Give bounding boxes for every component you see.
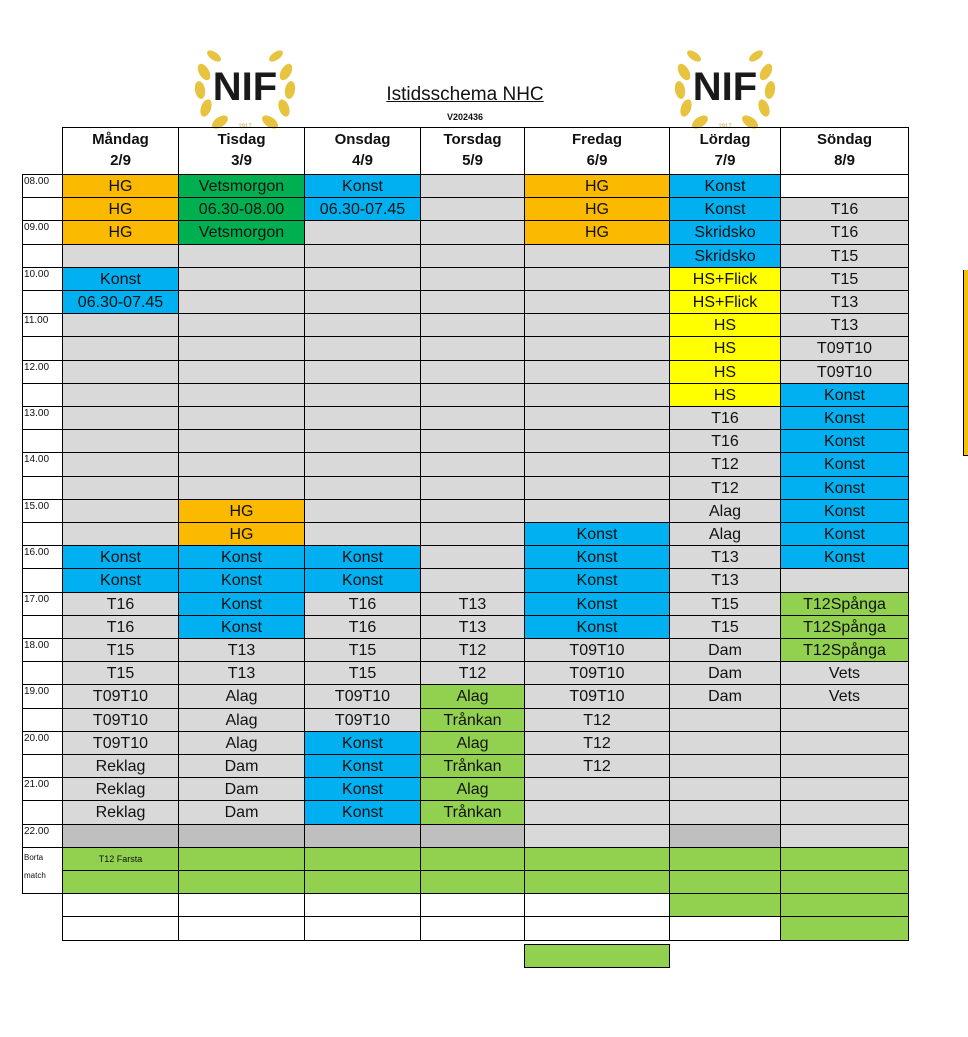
schedule-cell	[524, 916, 670, 940]
schedule-cell	[178, 824, 305, 848]
time-label	[22, 383, 63, 407]
time-label	[22, 754, 63, 778]
schedule-cell: Konst	[304, 754, 421, 778]
schedule-cell	[669, 916, 781, 940]
schedule-cell	[178, 336, 305, 360]
schedule-cell: Skridsko	[669, 244, 781, 268]
schedule-cell	[62, 916, 179, 940]
schedule-cell: HG	[524, 220, 670, 244]
schedule-cell: Vetsmorgon	[178, 174, 305, 198]
schedule-cell: Konst	[178, 568, 305, 592]
schedule-cell	[304, 522, 421, 546]
schedule-cell	[62, 476, 179, 500]
schedule-cell: Konst	[780, 545, 909, 569]
schedule-cell	[304, 267, 421, 291]
schedule-cell: Alag	[420, 684, 525, 708]
schedule-cell	[780, 174, 909, 198]
schedule-cell	[524, 452, 670, 476]
schedule-cell	[304, 383, 421, 407]
schedule-cell: T15	[669, 592, 781, 616]
schedule-cell	[669, 731, 781, 755]
schedule-cell: Konst	[304, 800, 421, 824]
schedule-cell	[524, 244, 670, 268]
schedule-cell: Konst	[304, 545, 421, 569]
schedule-cell	[178, 870, 305, 894]
schedule-cell	[304, 313, 421, 337]
schedule-cell	[669, 754, 781, 778]
schedule-cell	[304, 220, 421, 244]
schedule-cell: T13	[780, 290, 909, 314]
schedule-cell	[420, 290, 525, 314]
day-header-0: Måndag	[62, 127, 179, 151]
schedule-cell: T16	[304, 615, 421, 639]
schedule-cell: Konst	[304, 174, 421, 198]
schedule-cell	[304, 360, 421, 384]
date-header-3: 5/9	[420, 150, 525, 175]
schedule-cell	[420, 244, 525, 268]
schedule-cell	[304, 499, 421, 523]
schedule-cell: Alag	[669, 522, 781, 546]
schedule-cell	[178, 916, 305, 940]
schedule-cell: T16	[62, 615, 179, 639]
svg-text:1917: 1917	[238, 124, 252, 130]
schedule-cell: Konst	[304, 568, 421, 592]
schedule-cell: T16	[304, 592, 421, 616]
schedule-cell: Trånkan	[420, 708, 525, 732]
schedule-cell: T09T10	[524, 661, 670, 685]
page-title: Istidsschema NHC	[386, 84, 544, 105]
schedule-cell: Trånkan	[420, 754, 525, 778]
date-header-6: 8/9	[780, 150, 909, 175]
schedule-cell: Konst	[304, 777, 421, 801]
time-label: 15.00	[22, 499, 63, 523]
schedule-cell	[62, 429, 179, 453]
schedule-cell	[178, 267, 305, 291]
day-header-3: Torsdag	[420, 127, 525, 151]
time-label	[22, 197, 63, 221]
schedule-cell: Konst	[780, 499, 909, 523]
schedule-cell	[420, 406, 525, 430]
date-header-0: 2/9	[62, 150, 179, 175]
time-label: 14.00	[22, 452, 63, 476]
schedule-cell	[62, 313, 179, 337]
schedule-cell: 06.30-08.00	[178, 197, 305, 221]
schedule-cell	[62, 452, 179, 476]
schedule-cell: T09T10	[524, 684, 670, 708]
schedule-cell: Konst	[524, 522, 670, 546]
schedule-cell	[178, 290, 305, 314]
schedule-cell: T13	[178, 661, 305, 685]
schedule-cell: T12	[420, 661, 525, 685]
schedule-cell	[669, 777, 781, 801]
schedule-cell: Konst	[524, 568, 670, 592]
schedule-cell: Konst	[669, 197, 781, 221]
schedule-cell: T09T10	[304, 684, 421, 708]
borta-label-2: match	[24, 870, 46, 880]
schedule-cell: T12	[524, 708, 670, 732]
time-label: 16.00	[22, 545, 63, 569]
schedule-cell	[780, 893, 909, 917]
schedule-cell	[420, 360, 525, 384]
schedule-cell	[178, 452, 305, 476]
time-label	[22, 476, 63, 500]
time-label	[22, 708, 63, 732]
schedule-cell: T12 Farsta	[62, 847, 179, 871]
schedule-cell	[420, 499, 525, 523]
time-label: 17.00	[22, 592, 63, 616]
schedule-cell: T12	[669, 476, 781, 500]
svg-text:1917: 1917	[718, 124, 732, 130]
logo-text: NIF	[212, 65, 278, 109]
schedule-cell	[304, 916, 421, 940]
schedule-cell	[420, 568, 525, 592]
schedule-cell: Konst	[62, 545, 179, 569]
schedule-cell	[304, 824, 421, 848]
schedule-cell: T16	[669, 429, 781, 453]
schedule-cell: Alag	[178, 684, 305, 708]
schedule-cell	[780, 824, 909, 848]
schedule-cell: T09T10	[780, 336, 909, 360]
nif-logo-left	[190, 42, 300, 132]
schedule-cell	[524, 944, 670, 968]
schedule-cell	[780, 754, 909, 778]
schedule-cell	[304, 452, 421, 476]
schedule-cell: T13	[420, 615, 525, 639]
schedule-cell	[524, 406, 670, 430]
schedule-cell: Vets	[780, 684, 909, 708]
schedule-cell	[62, 383, 179, 407]
schedule-cell: T09T10	[62, 708, 179, 732]
time-label: 10.00	[22, 267, 63, 291]
schedule-cell: Konst	[524, 545, 670, 569]
schedule-cell	[304, 244, 421, 268]
schedule-cell: T09T10	[304, 708, 421, 732]
schedule-cell	[62, 893, 179, 917]
schedule-cell: T16	[780, 197, 909, 221]
schedule-cell: T13	[669, 568, 781, 592]
schedule-cell	[524, 267, 670, 291]
schedule-cell	[524, 777, 670, 801]
schedule-cell	[420, 174, 525, 198]
time-label	[22, 429, 63, 453]
schedule-cell: T16	[669, 406, 781, 430]
schedule-cell: Reklag	[62, 777, 179, 801]
schedule-cell	[420, 476, 525, 500]
schedule-cell: Konst	[62, 568, 179, 592]
schedule-cell: T15	[669, 615, 781, 639]
schedule-cell: Konst	[524, 615, 670, 639]
schedule-cell	[62, 824, 179, 848]
time-label: 13.00	[22, 406, 63, 430]
schedule-cell: Alag	[420, 731, 525, 755]
date-header-1: 3/9	[178, 150, 305, 175]
time-label: 12.00	[22, 360, 63, 384]
schedule-cell	[178, 847, 305, 871]
schedule-cell: HG	[62, 174, 179, 198]
schedule-cell: T09T10	[62, 684, 179, 708]
schedule-cell	[178, 313, 305, 337]
schedule-cell	[178, 383, 305, 407]
nif-logo-right	[670, 42, 780, 132]
time-label	[22, 800, 63, 824]
schedule-cell	[669, 708, 781, 732]
schedule-cell: T15	[62, 638, 179, 662]
borta-label-1: Borta	[24, 852, 44, 862]
schedule-cell	[420, 893, 525, 917]
schedule-cell	[524, 499, 670, 523]
schedule-cell	[669, 800, 781, 824]
schedule-cell: T13	[420, 592, 525, 616]
schedule-cell	[669, 893, 781, 917]
time-label	[22, 615, 63, 639]
schedule-cell	[780, 777, 909, 801]
schedule-cell	[178, 429, 305, 453]
schedule-cell: HG	[62, 197, 179, 221]
side-fragment	[963, 270, 968, 456]
schedule-cell	[420, 336, 525, 360]
time-label: 19.00	[22, 684, 63, 708]
schedule-cell: Konst	[524, 592, 670, 616]
schedule-cell: Konst	[780, 429, 909, 453]
schedule-cell: HS	[669, 313, 781, 337]
schedule-cell	[62, 244, 179, 268]
schedule-cell	[524, 360, 670, 384]
schedule-cell: Alag	[420, 777, 525, 801]
schedule-cell: T12Spånga	[780, 592, 909, 616]
schedule-cell: HS	[669, 383, 781, 407]
schedule-cell	[420, 197, 525, 221]
schedule-cell	[62, 336, 179, 360]
schedule-cell: 06.30-07.45	[304, 197, 421, 221]
schedule-cell: T15	[780, 244, 909, 268]
schedule-cell: T13	[780, 313, 909, 337]
time-label	[22, 336, 63, 360]
date-header-5: 7/9	[669, 150, 781, 175]
schedule-cell: T15	[304, 638, 421, 662]
schedule-cell: Konst	[178, 592, 305, 616]
schedule-cell	[524, 847, 670, 871]
schedule-cell: T12	[420, 638, 525, 662]
schedule-cell	[524, 290, 670, 314]
schedule-cell	[420, 545, 525, 569]
schedule-cell	[178, 244, 305, 268]
schedule-cell	[304, 476, 421, 500]
schedule-cell: T12	[524, 731, 670, 755]
schedule-cell: T12Spånga	[780, 638, 909, 662]
schedule-cell	[420, 220, 525, 244]
schedule-cell	[420, 267, 525, 291]
schedule-cell: Dam	[669, 661, 781, 685]
schedule-cell: Vetsmorgon	[178, 220, 305, 244]
week-code: V202436	[446, 112, 484, 122]
schedule-cell	[780, 800, 909, 824]
schedule-cell: HS	[669, 336, 781, 360]
day-header-4: Fredag	[524, 127, 670, 151]
schedule-cell	[524, 824, 670, 848]
schedule-cell	[524, 800, 670, 824]
schedule-cell	[304, 870, 421, 894]
schedule-cell: T13	[669, 545, 781, 569]
time-label	[22, 290, 63, 314]
schedule-cell	[62, 870, 179, 894]
schedule-cell: T09T10	[780, 360, 909, 384]
time-label: 18.00	[22, 638, 63, 662]
schedule-cell	[420, 383, 525, 407]
schedule-cell	[524, 870, 670, 894]
schedule-cell	[304, 336, 421, 360]
time-label: 22.00	[22, 824, 63, 848]
schedule-cell: HS+Flick	[669, 290, 781, 314]
schedule-cell	[780, 870, 909, 894]
schedule-cell	[669, 847, 781, 871]
schedule-cell	[420, 429, 525, 453]
schedule-cell	[420, 870, 525, 894]
day-header-1: Tisdag	[178, 127, 305, 151]
time-label: 09.00	[22, 220, 63, 244]
schedule-cell	[420, 847, 525, 871]
schedule-cell	[780, 916, 909, 940]
time-label: 08.00	[22, 174, 63, 198]
schedule-cell: Konst	[780, 452, 909, 476]
schedule-cell	[669, 870, 781, 894]
schedule-cell	[524, 383, 670, 407]
schedule-cell: Konst	[780, 522, 909, 546]
schedule-cell	[62, 499, 179, 523]
schedule-cell: Alag	[178, 708, 305, 732]
schedule-cell	[304, 847, 421, 871]
schedule-cell	[304, 406, 421, 430]
schedule-cell	[178, 406, 305, 430]
schedule-cell	[178, 893, 305, 917]
schedule-cell: Skridsko	[669, 220, 781, 244]
schedule-cell	[420, 522, 525, 546]
schedule-cell	[524, 476, 670, 500]
schedule-cell	[62, 522, 179, 546]
schedule-cell	[669, 824, 781, 848]
schedule-cell: T16	[62, 592, 179, 616]
time-label	[22, 522, 63, 546]
schedule-cell: T12	[669, 452, 781, 476]
schedule-cell	[524, 313, 670, 337]
time-label: 11.00	[22, 313, 63, 337]
schedule-cell	[62, 406, 179, 430]
schedule-cell	[780, 731, 909, 755]
time-label: 20.00	[22, 731, 63, 755]
schedule-cell: Dam	[178, 777, 305, 801]
schedule-cell: Konst	[780, 383, 909, 407]
schedule-cell	[178, 476, 305, 500]
schedule-cell	[420, 824, 525, 848]
schedule-cell: Vets	[780, 661, 909, 685]
schedule-cell: HS+Flick	[669, 267, 781, 291]
schedule-cell	[780, 708, 909, 732]
day-header-5: Lördag	[669, 127, 781, 151]
schedule-cell	[780, 568, 909, 592]
schedule-cell	[420, 452, 525, 476]
svg-text:NIF: NIF	[692, 65, 758, 109]
schedule-cell	[524, 336, 670, 360]
schedule-cell	[178, 360, 305, 384]
schedule-cell: T16	[780, 220, 909, 244]
schedule-cell: Alag	[669, 499, 781, 523]
schedule-cell: Dam	[178, 800, 305, 824]
schedule-cell: Reklag	[62, 800, 179, 824]
schedule-cell: T12Spånga	[780, 615, 909, 639]
time-label	[22, 661, 63, 685]
schedule-cell: Dam	[669, 684, 781, 708]
schedule-cell	[304, 893, 421, 917]
schedule-cell: HG	[178, 522, 305, 546]
schedule-cell: T15	[62, 661, 179, 685]
day-header-6: Söndag	[780, 127, 909, 151]
schedule-cell: Konst	[178, 545, 305, 569]
schedule-cell: T13	[178, 638, 305, 662]
schedule-cell: Trånkan	[420, 800, 525, 824]
schedule-cell: Konst	[780, 406, 909, 430]
schedule-cell	[524, 893, 670, 917]
schedule-cell	[420, 916, 525, 940]
schedule-cell: T09T10	[524, 638, 670, 662]
schedule-cell	[304, 429, 421, 453]
schedule-cell: T15	[304, 661, 421, 685]
date-header-4: 6/9	[524, 150, 670, 175]
schedule-cell: HS	[669, 360, 781, 384]
day-header-2: Onsdag	[304, 127, 421, 151]
schedule-cell: HG	[62, 220, 179, 244]
schedule-cell: Konst	[304, 731, 421, 755]
schedule-cell: HG	[524, 197, 670, 221]
schedule-cell: Konst	[62, 267, 179, 291]
schedule-cell: Reklag	[62, 754, 179, 778]
schedule-cell: HG	[178, 499, 305, 523]
schedule-cell: Konst	[780, 476, 909, 500]
schedule-cell: Dam	[669, 638, 781, 662]
schedule-cell: T15	[780, 267, 909, 291]
schedule-cell	[304, 290, 421, 314]
schedule-cell	[524, 429, 670, 453]
schedule-cell	[420, 313, 525, 337]
schedule-cell	[780, 847, 909, 871]
schedule-cell: Alag	[178, 731, 305, 755]
time-label: 21.00	[22, 777, 63, 801]
schedule-cell: HG	[524, 174, 670, 198]
schedule-cell: T12	[524, 754, 670, 778]
schedule-cell: 06.30-07.45	[62, 290, 179, 314]
time-label	[22, 568, 63, 592]
date-header-2: 4/9	[304, 150, 421, 175]
schedule-cell: Konst	[178, 615, 305, 639]
schedule-cell	[62, 360, 179, 384]
schedule-cell: Konst	[669, 174, 781, 198]
schedule-cell: Dam	[178, 754, 305, 778]
schedule-cell: T09T10	[62, 731, 179, 755]
time-label	[22, 244, 63, 268]
